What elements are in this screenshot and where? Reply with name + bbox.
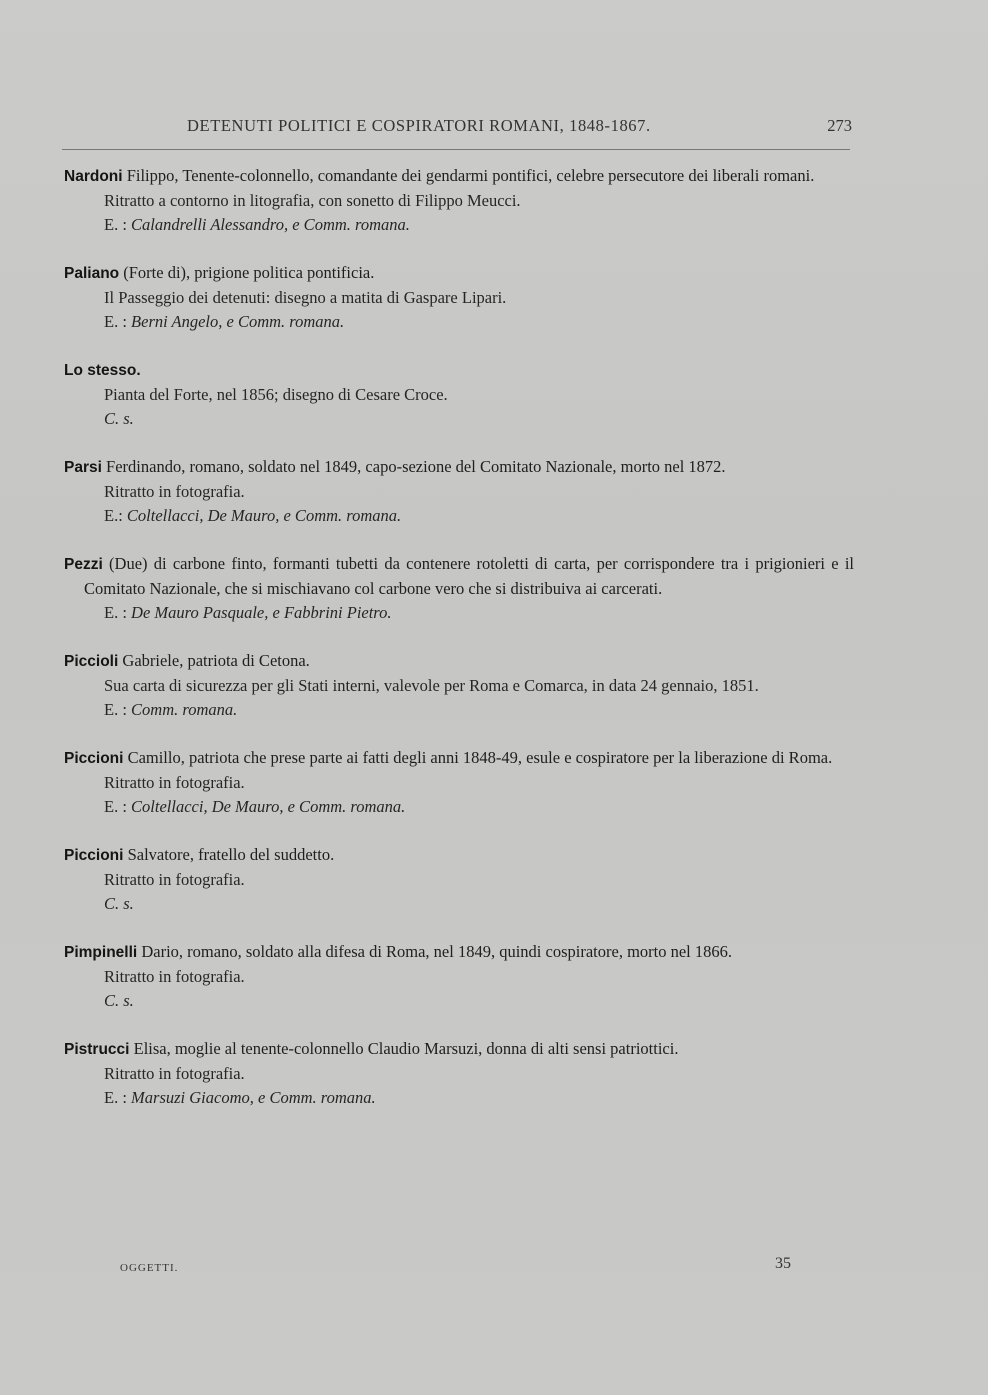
entry-detail: Pianta del Forte, nel 1856; disegno di Cesare Croce. bbox=[104, 385, 448, 404]
entry-name: Pimpinelli bbox=[64, 944, 138, 961]
entry-name: Parsi bbox=[64, 459, 102, 476]
entry-detail: Ritratto in fotografia. bbox=[104, 1064, 245, 1083]
catalog-entry bbox=[64, 358, 854, 431]
entry-description: Camillo, patriota che prese parte ai fatti degli anni 1848-49, esule e cospiratore per la liberazione di Roma. bbox=[127, 748, 833, 767]
catalog-entry bbox=[64, 940, 854, 1013]
entry-description: Gabriele, patriota di Cetona. bbox=[122, 651, 310, 670]
entry-detail: Ritratto in fotografia. bbox=[104, 967, 245, 986]
source-prefix: E.: bbox=[104, 506, 123, 525]
running-header bbox=[62, 116, 852, 138]
signature-number: 35 bbox=[775, 1255, 791, 1272]
page-number: 273 bbox=[827, 116, 852, 135]
catalog-entries bbox=[64, 164, 854, 1134]
entry-name: Paliano bbox=[64, 265, 120, 282]
signature-mark: OGGETTI. bbox=[120, 1262, 179, 1274]
entry-source bbox=[64, 1086, 854, 1110]
catalog-entry bbox=[64, 455, 854, 528]
entry-heading bbox=[64, 455, 854, 480]
catalog-entry bbox=[64, 164, 854, 237]
entry-detail: Il Passeggio dei detenuti: disegno a matita di Gaspare Lipari. bbox=[104, 288, 507, 307]
source-text: De Mauro Pasquale, e Fabbrini Pietro. bbox=[131, 603, 392, 622]
entry-heading bbox=[64, 552, 854, 601]
entry-heading bbox=[64, 164, 854, 189]
entry-description: Filippo, Tenente-colonnello, comandante dei gendarmi pontifici, celebre persecutore dei liberali romani. bbox=[126, 166, 815, 185]
source-text: Coltellacci, De Mauro, e Comm. romana. bbox=[131, 797, 406, 816]
source-text: C. s. bbox=[104, 894, 134, 913]
entry-heading bbox=[64, 940, 854, 965]
entry-name: Lo stesso. bbox=[64, 362, 141, 379]
catalog-entry bbox=[64, 649, 854, 722]
source-prefix: E. : bbox=[104, 700, 127, 719]
entry-description: Dario, romano, soldato alla difesa di Roma, nel 1849, quindi cospiratore, morto nel 1866. bbox=[141, 942, 733, 961]
entry-name: Piccioni bbox=[64, 847, 124, 864]
entry-source bbox=[64, 989, 854, 1013]
source-prefix: E. : bbox=[104, 603, 127, 622]
entry-heading bbox=[64, 843, 854, 868]
entry-name: Pezzi bbox=[64, 556, 103, 573]
entry-heading bbox=[64, 1037, 854, 1062]
entry-description: (Forte di), prigione politica pontificia. bbox=[123, 263, 375, 282]
entry-source bbox=[64, 213, 854, 237]
source-prefix: E. : bbox=[104, 797, 127, 816]
catalog-entry bbox=[64, 746, 854, 819]
entry-heading bbox=[64, 261, 854, 286]
source-text: Berni Angelo, e Comm. romana. bbox=[131, 312, 345, 331]
catalog-entry bbox=[64, 552, 854, 625]
entry-detail: Sua carta di sicurezza per gli Stati interni, valevole per Roma e Comarca, in data 24 gennaio, 1851. bbox=[104, 676, 759, 695]
source-prefix: E. : bbox=[104, 312, 127, 331]
entry-source bbox=[64, 504, 854, 528]
entry-source bbox=[64, 698, 854, 722]
entry-heading bbox=[64, 358, 854, 383]
entry-name: Pistrucci bbox=[64, 1041, 130, 1058]
source-text: C. s. bbox=[104, 991, 134, 1010]
entry-description: Salvatore, fratello del suddetto. bbox=[127, 845, 335, 864]
entry-detail: Ritratto in fotografia. bbox=[104, 870, 245, 889]
entry-description: Ferdinando, romano, soldato nel 1849, capo-sezione del Comitato Nazionale, morto nel 1872. bbox=[106, 457, 726, 476]
entry-heading bbox=[64, 649, 854, 674]
entry-source bbox=[64, 601, 854, 625]
entry-source bbox=[64, 407, 854, 431]
source-prefix: E. : bbox=[104, 215, 127, 234]
entry-source bbox=[64, 310, 854, 334]
entry-name: Nardoni bbox=[64, 168, 123, 185]
source-text: Comm. romana. bbox=[131, 700, 238, 719]
entry-source bbox=[64, 795, 854, 819]
entry-name: Piccioli bbox=[64, 653, 119, 670]
entry-detail: Ritratto in fotografia. bbox=[104, 773, 245, 792]
source-text: C. s. bbox=[104, 409, 134, 428]
source-prefix: E. : bbox=[104, 1088, 127, 1107]
running-title: DETENUTI POLITICI E COSPIRATORI ROMANI, 1848-1867. bbox=[187, 116, 651, 135]
source-text: Coltellacci, De Mauro, e Comm. romana. bbox=[126, 506, 402, 525]
entry-description: (Due) di carbone finto, formanti tubetti da contenere rotoletti di carta, per corrispondere tra i prigionieri e il Comitato Nazionale, che si mischiavano col carbone vero che si distribuiva ai carcerati. bbox=[84, 554, 854, 598]
catalog-entry bbox=[64, 261, 854, 334]
entry-heading bbox=[64, 746, 854, 771]
catalog-entry bbox=[64, 843, 854, 916]
entry-source bbox=[64, 892, 854, 916]
header-rule bbox=[62, 149, 850, 150]
entry-name: Piccioni bbox=[64, 750, 124, 767]
entry-detail: Ritratto in fotografia. bbox=[104, 482, 245, 501]
source-text: Calandrelli Alessandro, e Comm. romana. bbox=[131, 215, 410, 234]
catalog-entry bbox=[64, 1037, 854, 1110]
entry-detail: Ritratto a contorno in litografia, con sonetto di Filippo Meucci. bbox=[104, 191, 521, 210]
source-text: Marsuzi Giacomo, e Comm. romana. bbox=[131, 1088, 376, 1107]
entry-description: Elisa, moglie al tenente-colonnello Claudio Marsuzi, donna di alti sensi patriottici. bbox=[133, 1039, 679, 1058]
